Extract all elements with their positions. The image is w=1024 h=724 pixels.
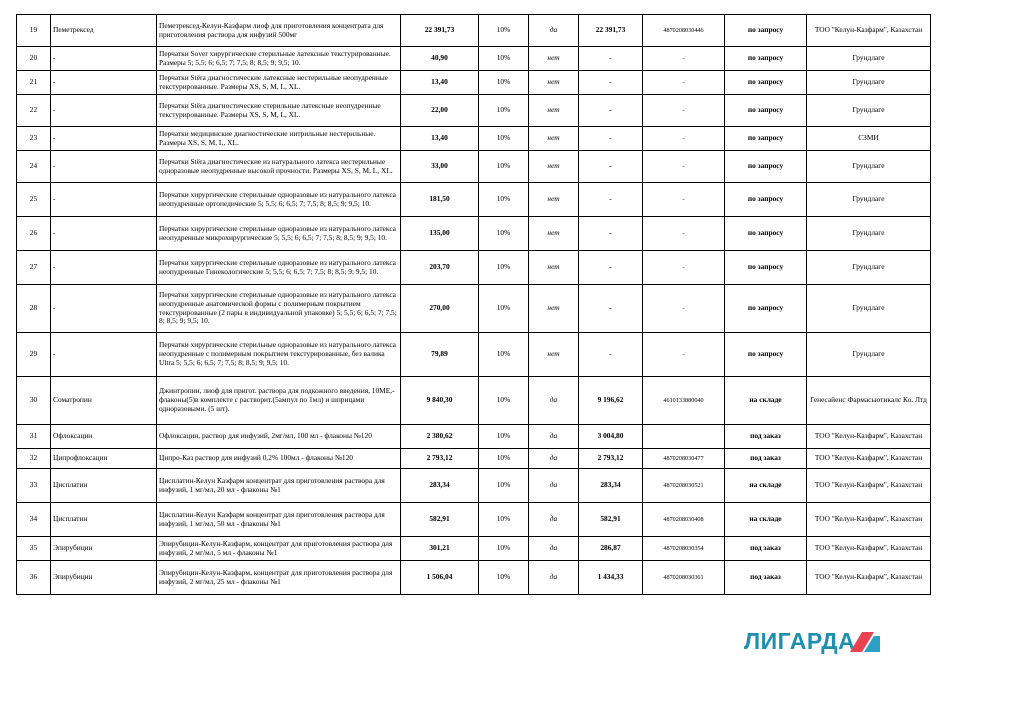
vat-rate: 10% bbox=[479, 151, 529, 183]
price: 301,21 bbox=[401, 537, 479, 561]
product-description: Перчатки Stёra диагностические из натурального латекса нестерильные одноразовые неопудренные высокой прочности. Размеры XS, S, M, L, XL. bbox=[157, 151, 401, 183]
price: 2 380,62 bbox=[401, 425, 479, 449]
product-description: Джинтропин, лиоф для пригот. раствора для подкожного введения, 10МЕ,-флаконы(5)в комплекте с растворит.(5ампул по 1мл) и шприцами одноразовыми. (5 шт). bbox=[157, 377, 401, 425]
manufacturer: Грундлаге bbox=[807, 95, 931, 127]
vat-rate: 10% bbox=[479, 333, 529, 377]
price: 270,00 bbox=[401, 285, 479, 333]
registry-flag: да bbox=[529, 537, 579, 561]
logo-text: ЛИГАРДА bbox=[744, 628, 856, 654]
price: 22,00 bbox=[401, 95, 479, 127]
table-row bbox=[17, 503, 931, 537]
registry-flag: нет bbox=[529, 217, 579, 251]
registry-flag: нет bbox=[529, 251, 579, 285]
barcode: - bbox=[643, 217, 725, 251]
manufacturer: ТОО "Келун-Казфарм", Казахстан bbox=[807, 561, 931, 595]
availability: под заказ bbox=[725, 561, 807, 595]
vat-rate: 10% bbox=[479, 95, 529, 127]
table-row bbox=[17, 151, 931, 183]
registered-price: - bbox=[579, 95, 643, 127]
barcode: - bbox=[643, 71, 725, 95]
barcode: 4870208030361 bbox=[643, 561, 725, 595]
product-description: Пеметрексед-Келун-Казфарм лиоф для приготовления концентрата для приготовления раствора для инфузий 500мг bbox=[157, 15, 401, 47]
manufacturer: ТОО "Келун-Казфарм", Казахстан bbox=[807, 503, 931, 537]
row-number: 30 bbox=[17, 377, 51, 425]
vat-rate: 10% bbox=[479, 183, 529, 217]
availability: на складе bbox=[725, 377, 807, 425]
availability: по запросу bbox=[725, 333, 807, 377]
product-description: Перчатки хирургические стерильные одноразовые из натурального латекса неопудренные анатомической формы с полимерным покрытием текстурированные (2 пары в индивидуальной упаковке) 5; 5,5; 6; 6,5; 7; 7,5; 8; 8,5; 9; 9,5; 10. bbox=[157, 285, 401, 333]
availability: по запросу bbox=[725, 95, 807, 127]
table-row bbox=[17, 333, 931, 377]
table-row bbox=[17, 251, 931, 285]
triangle-mark-icon bbox=[850, 630, 880, 652]
barcode: 4870208030477 bbox=[643, 449, 725, 469]
availability: по запросу bbox=[725, 217, 807, 251]
generic-name: - bbox=[51, 47, 157, 71]
row-number: 25 bbox=[17, 183, 51, 217]
price: 2 793,12 bbox=[401, 449, 479, 469]
table-row bbox=[17, 71, 931, 95]
table-row bbox=[17, 95, 931, 127]
price: 203,70 bbox=[401, 251, 479, 285]
manufacturer: Грундлаге bbox=[807, 251, 931, 285]
vat-rate: 10% bbox=[479, 15, 529, 47]
barcode: - bbox=[643, 251, 725, 285]
vat-rate: 10% bbox=[479, 127, 529, 151]
table-row bbox=[17, 537, 931, 561]
registered-price: 1 434,33 bbox=[579, 561, 643, 595]
registered-price: 22 391,73 bbox=[579, 15, 643, 47]
registered-price: - bbox=[579, 47, 643, 71]
product-description: Перчатки хирургические стерильные одноразовые из натурального латекса неопудренные с полимерным покрытием текстурированные, без валика Ultra 5; 5,5; 6; 6,5; 7; 7,5; 8; 8,5; 9; 9,5; 10. bbox=[157, 333, 401, 377]
generic-name: - bbox=[51, 127, 157, 151]
registry-flag: нет bbox=[529, 333, 579, 377]
availability: на складе bbox=[725, 469, 807, 503]
generic-name: - bbox=[51, 183, 157, 217]
product-description: Эпирубицин-Келун-Казфарм, концентрат для приготовления раствора для инфузий, 2 мг/мл, 25 мл - флаконы №1 bbox=[157, 561, 401, 595]
availability: по запросу bbox=[725, 71, 807, 95]
barcode: 4870208030408 bbox=[643, 503, 725, 537]
price: 582,91 bbox=[401, 503, 479, 537]
row-number: 27 bbox=[17, 251, 51, 285]
price: 9 840,30 bbox=[401, 377, 479, 425]
generic-name: - bbox=[51, 333, 157, 377]
ligarda-logo bbox=[744, 626, 884, 656]
manufacturer: Грундлаге bbox=[807, 333, 931, 377]
row-number: 24 bbox=[17, 151, 51, 183]
registry-flag: да bbox=[529, 377, 579, 425]
generic-name: Ципрофлоксацин bbox=[51, 449, 157, 469]
table-row bbox=[17, 561, 931, 595]
manufacturer: ТОО "Келун-Казфарм", Казахстан bbox=[807, 425, 931, 449]
registry-flag: нет bbox=[529, 95, 579, 127]
row-number: 20 bbox=[17, 47, 51, 71]
availability: под заказ bbox=[725, 449, 807, 469]
registered-price: - bbox=[579, 217, 643, 251]
price: 181,50 bbox=[401, 183, 479, 217]
table-row bbox=[17, 217, 931, 251]
registered-price: - bbox=[579, 251, 643, 285]
row-number: 21 bbox=[17, 71, 51, 95]
manufacturer: Грундлаге bbox=[807, 217, 931, 251]
vat-rate: 10% bbox=[479, 47, 529, 71]
generic-name: - bbox=[51, 71, 157, 95]
generic-name: - bbox=[51, 217, 157, 251]
row-number: 26 bbox=[17, 217, 51, 251]
row-number: 28 bbox=[17, 285, 51, 333]
availability: по запросу bbox=[725, 285, 807, 333]
price: 283,34 bbox=[401, 469, 479, 503]
row-number: 19 bbox=[17, 15, 51, 47]
availability: по запросу bbox=[725, 183, 807, 217]
vat-rate: 10% bbox=[479, 285, 529, 333]
product-description: Перчатки хирургические стерильные одноразовые из натурального латекса неопудренные ортопедические 5; 5,5; 6; 6,5; 7; 7,5; 8; 8,5; 9; 9,5; 10. bbox=[157, 183, 401, 217]
registry-flag: да bbox=[529, 469, 579, 503]
generic-name: Цисплатин bbox=[51, 469, 157, 503]
availability: по запросу bbox=[725, 151, 807, 183]
registry-flag: да bbox=[529, 449, 579, 469]
generic-name: Соматропин bbox=[51, 377, 157, 425]
generic-name: Эпирубицин bbox=[51, 537, 157, 561]
manufacturer: ТОО "Келун-Казфарм", Казахстан bbox=[807, 449, 931, 469]
availability: по запросу bbox=[725, 15, 807, 47]
barcode: - bbox=[643, 95, 725, 127]
registry-flag: нет bbox=[529, 285, 579, 333]
row-number: 35 bbox=[17, 537, 51, 561]
availability: по запросу bbox=[725, 47, 807, 71]
vat-rate: 10% bbox=[479, 425, 529, 449]
price: 13,40 bbox=[401, 71, 479, 95]
registered-price: 2 793,12 bbox=[579, 449, 643, 469]
product-description: Перчатки Stёra диагностические стерильные латексные неопудренные текстурированные. Размеры XS, S, M, L, XL. bbox=[157, 95, 401, 127]
generic-name: Пеметрексед bbox=[51, 15, 157, 47]
manufacturer: СЗМИ bbox=[807, 127, 931, 151]
barcode: 4870208030521 bbox=[643, 469, 725, 503]
price: 13,40 bbox=[401, 127, 479, 151]
barcode: - bbox=[643, 127, 725, 151]
table-row bbox=[17, 285, 931, 333]
generic-name: Цисплатин bbox=[51, 503, 157, 537]
product-description: Перчатки хирургические стерильные одноразовые из натурального латекса неопудренные Гинекологические 5; 5,5; 6; 6,5; 7; 7,5; 8; 8,5; 9; 9,5; 10. bbox=[157, 251, 401, 285]
product-description: Цисплатин-Келун Казфарм концентрат для приготовления раствора для инфузий, 1 мг/мл, 20 мл - флаконы №1 bbox=[157, 469, 401, 503]
row-number: 23 bbox=[17, 127, 51, 151]
registered-price: 283,34 bbox=[579, 469, 643, 503]
product-description: Перчатки Stёra диагностические латексные нестерильные неопудренные текстурированные. Размеры XS, S, M, L, XL. bbox=[157, 71, 401, 95]
registered-price: - bbox=[579, 285, 643, 333]
product-description: Эпирубицин-Келун-Казфарм, концентрат для приготовления раствора для инфузий, 2 мг/мл, 5 мл - флаконы №1 bbox=[157, 537, 401, 561]
registered-price: - bbox=[579, 127, 643, 151]
registry-flag: нет bbox=[529, 47, 579, 71]
product-description: Офлоксацин, раствор для инфузий, 2мг/мл, 100 мл - флаконы №120 bbox=[157, 425, 401, 449]
vat-rate: 10% bbox=[479, 217, 529, 251]
registered-price: - bbox=[579, 71, 643, 95]
vat-rate: 10% bbox=[479, 537, 529, 561]
generic-name: - bbox=[51, 95, 157, 127]
product-description: Перчатки медицинские диагностические нитрильные нестерильные. Размеры XS, S, M, L, XL. bbox=[157, 127, 401, 151]
generic-name: - bbox=[51, 251, 157, 285]
barcode bbox=[643, 425, 725, 449]
generic-name: - bbox=[51, 151, 157, 183]
product-description: Ципро-Каз раствор для инфузий 0,2% 100мл - флаконы №120 bbox=[157, 449, 401, 469]
registered-price: 3 004,80 bbox=[579, 425, 643, 449]
price: 135,00 bbox=[401, 217, 479, 251]
barcode: - bbox=[643, 285, 725, 333]
barcode: - bbox=[643, 333, 725, 377]
availability: на складе bbox=[725, 503, 807, 537]
registry-flag: нет bbox=[529, 151, 579, 183]
registered-price: - bbox=[579, 333, 643, 377]
barcode: - bbox=[643, 47, 725, 71]
barcode: 4610133880040 bbox=[643, 377, 725, 425]
table-row bbox=[17, 127, 931, 151]
table-row bbox=[17, 183, 931, 217]
registry-flag: да bbox=[529, 425, 579, 449]
generic-name: Офлоксацин bbox=[51, 425, 157, 449]
manufacturer: Грундлаге bbox=[807, 71, 931, 95]
registry-flag: нет bbox=[529, 71, 579, 95]
row-number: 36 bbox=[17, 561, 51, 595]
generic-name: - bbox=[51, 285, 157, 333]
registered-price: 9 196,62 bbox=[579, 377, 643, 425]
price: 22 391,73 bbox=[401, 15, 479, 47]
row-number: 32 bbox=[17, 449, 51, 469]
registry-flag: да bbox=[529, 561, 579, 595]
manufacturer: ТОО "Келун-Казфарм", Казахстан bbox=[807, 469, 931, 503]
barcode: 4870208030446 bbox=[643, 15, 725, 47]
registry-flag: нет bbox=[529, 127, 579, 151]
registered-price: 582,91 bbox=[579, 503, 643, 537]
table-row bbox=[17, 377, 931, 425]
vat-rate: 10% bbox=[479, 71, 529, 95]
table-row bbox=[17, 469, 931, 503]
availability: под заказ bbox=[725, 425, 807, 449]
registered-price: 286,87 bbox=[579, 537, 643, 561]
vat-rate: 10% bbox=[479, 503, 529, 537]
vat-rate: 10% bbox=[479, 469, 529, 503]
row-number: 33 bbox=[17, 469, 51, 503]
registered-price: - bbox=[579, 183, 643, 217]
registry-flag: нет bbox=[529, 183, 579, 217]
availability: по запросу bbox=[725, 251, 807, 285]
availability: по запросу bbox=[725, 127, 807, 151]
price: 1 506,04 bbox=[401, 561, 479, 595]
vat-rate: 10% bbox=[479, 251, 529, 285]
manufacturer: ТОО "Келун-Казфарм", Казахстан bbox=[807, 537, 931, 561]
product-description: Перчатки Sover хирургические стерильные латексные текстурированные. Размеры 5; 5,5; 6; 6,5; 7; 7,5; 8; 8,5; 9; 9,5; 10. bbox=[157, 47, 401, 71]
generic-name: Эпирубицин bbox=[51, 561, 157, 595]
manufacturer: Грундлаге bbox=[807, 151, 931, 183]
manufacturer: Грундлаге bbox=[807, 285, 931, 333]
manufacturer: Генесайенс Фармасьютикалс Ко. Лтд bbox=[807, 377, 931, 425]
table-row bbox=[17, 425, 931, 449]
vat-rate: 10% bbox=[479, 449, 529, 469]
table-row bbox=[17, 449, 931, 469]
row-number: 31 bbox=[17, 425, 51, 449]
product-description: Цисплатин-Келун Казфарм концентрат для приготовления раствора для инфузий, 1 мг/мл, 50 мл - флаконы №1 bbox=[157, 503, 401, 537]
manufacturer: Грундлаге bbox=[807, 47, 931, 71]
barcode: - bbox=[643, 151, 725, 183]
registered-price: - bbox=[579, 151, 643, 183]
price-table bbox=[16, 14, 931, 595]
registry-flag: да bbox=[529, 503, 579, 537]
price: 40,90 bbox=[401, 47, 479, 71]
availability: под заказ bbox=[725, 537, 807, 561]
price: 33,00 bbox=[401, 151, 479, 183]
row-number: 29 bbox=[17, 333, 51, 377]
manufacturer: Грундлаге bbox=[807, 183, 931, 217]
vat-rate: 10% bbox=[479, 561, 529, 595]
manufacturer: ТОО "Келун-Казфарм", Казахстан bbox=[807, 15, 931, 47]
barcode: - bbox=[643, 183, 725, 217]
table-row bbox=[17, 15, 931, 47]
product-description: Перчатки хирургические стерильные одноразовые из натурального латекса неопудренные микрохирургические 5; 5,5; 6; 6,5; 7; 7,5; 8; 8,5; 9; 9,5; 10. bbox=[157, 217, 401, 251]
table-row bbox=[17, 47, 931, 71]
registry-flag: да bbox=[529, 15, 579, 47]
vat-rate: 10% bbox=[479, 377, 529, 425]
price: 79,89 bbox=[401, 333, 479, 377]
row-number: 22 bbox=[17, 95, 51, 127]
row-number: 34 bbox=[17, 503, 51, 537]
barcode: 4870208030354 bbox=[643, 537, 725, 561]
